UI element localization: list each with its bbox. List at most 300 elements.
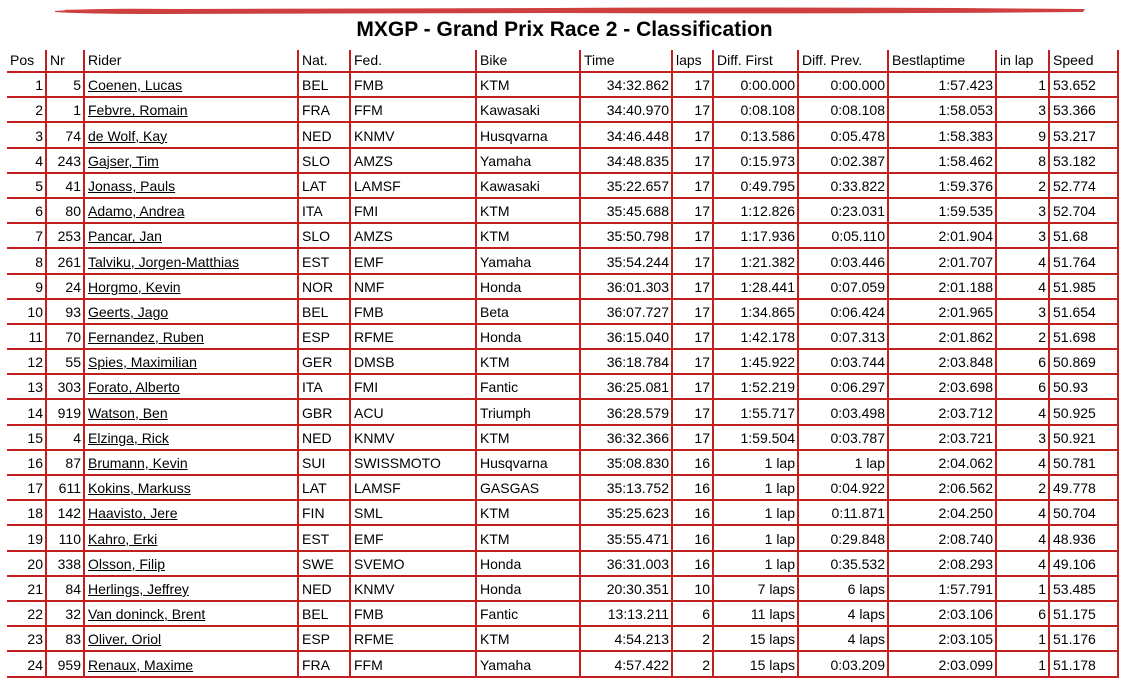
- cell-speed: 51.178: [1050, 652, 1119, 677]
- cell-bike: Yamaha: [477, 249, 581, 274]
- cell-fed: LAMSF: [351, 174, 477, 199]
- cell-rider: [85, 174, 299, 199]
- cell-fed: FMI: [351, 375, 477, 400]
- cell-bike: Yamaha: [477, 149, 581, 174]
- cell-bestlaptime: 2:03.105: [889, 627, 997, 652]
- cell-laps: 17: [673, 123, 714, 148]
- rider-link[interactable]: Haavisto, Jere: [88, 505, 178, 522]
- cell-time: 20:30.351: [581, 577, 673, 602]
- cell-diff-prev: 1 lap: [799, 451, 889, 476]
- rider-link[interactable]: Spies, Maximilian: [88, 354, 197, 371]
- cell-in-lap: 8: [997, 149, 1050, 174]
- cell-nr: 611: [47, 476, 85, 501]
- cell-bestlaptime: 1:58.462: [889, 149, 997, 174]
- table-row: [7, 501, 1119, 526]
- cell-in-lap: 4: [997, 249, 1050, 274]
- rider-link[interactable]: Elzinga, Rick: [88, 429, 169, 446]
- table-body: [7, 73, 1119, 678]
- rider-link[interactable]: Gajser, Tim: [88, 152, 159, 169]
- cell-nat: FIN: [299, 501, 351, 526]
- cell-diff-first: 1:55.717: [714, 400, 799, 425]
- cell-laps: 2: [673, 627, 714, 652]
- cell-laps: 16: [673, 552, 714, 577]
- cell-diff-prev: 0:03.744: [799, 350, 889, 375]
- cell-diff-prev: 0:03.209: [799, 652, 889, 677]
- rider-link[interactable]: de Wolf, Kay: [88, 127, 168, 144]
- rider-link[interactable]: Adamo, Andrea: [88, 203, 185, 220]
- cell-laps: 6: [673, 602, 714, 627]
- cell-bike: Honda: [477, 552, 581, 577]
- cell-diff-prev: 0:07.059: [799, 275, 889, 300]
- cell-in-lap: 9: [997, 123, 1050, 148]
- cell-time: 35:50.798: [581, 224, 673, 249]
- cell-nr: 261: [47, 249, 85, 274]
- cell-in-lap: 3: [997, 426, 1050, 451]
- cell-nr: 243: [47, 149, 85, 174]
- cell-nat: ESP: [299, 627, 351, 652]
- rider-link[interactable]: Jonass, Pauls: [88, 177, 176, 194]
- cell-pos: 18: [7, 501, 47, 526]
- cell-time: 35:25.623: [581, 501, 673, 526]
- cell-rider: [85, 652, 299, 677]
- cell-bestlaptime: 2:08.293: [889, 552, 997, 577]
- cell-fed: NMF: [351, 275, 477, 300]
- table-row: [7, 375, 1119, 400]
- cell-rider: [85, 627, 299, 652]
- cell-bike: Beta: [477, 300, 581, 325]
- cell-in-lap: 1: [997, 577, 1050, 602]
- cell-in-lap: 4: [997, 501, 1050, 526]
- cell-diff-first: 1:28.441: [714, 275, 799, 300]
- cell-fed: KNMV: [351, 123, 477, 148]
- cell-diff-prev: 0:23.031: [799, 199, 889, 224]
- cell-speed: 53.366: [1050, 98, 1119, 123]
- cell-time: 35:22.657: [581, 174, 673, 199]
- cell-speed: 53.217: [1050, 123, 1119, 148]
- cell-laps: 17: [673, 350, 714, 375]
- cell-speed: 51.764: [1050, 249, 1119, 274]
- table-row: [7, 275, 1119, 300]
- cell-bestlaptime: 2:03.106: [889, 602, 997, 627]
- cell-diff-first: 15 laps: [714, 627, 799, 652]
- cell-diff-first: 1:21.382: [714, 249, 799, 274]
- table-row: [7, 149, 1119, 174]
- cell-time: 35:55.471: [581, 526, 673, 551]
- cell-pos: 22: [7, 602, 47, 627]
- cell-fed: RFME: [351, 325, 477, 350]
- cell-laps: 17: [673, 375, 714, 400]
- cell-nat: EST: [299, 526, 351, 551]
- cell-nat: NOR: [299, 275, 351, 300]
- cell-nat: NED: [299, 426, 351, 451]
- cell-diff-prev: 0:03.787: [799, 426, 889, 451]
- cell-rider: [85, 300, 299, 325]
- cell-diff-prev: 4 laps: [799, 602, 889, 627]
- cell-rider: [85, 577, 299, 602]
- table-row: [7, 350, 1119, 375]
- cell-nat: SLO: [299, 149, 351, 174]
- cell-diff-first: 1:17.936: [714, 224, 799, 249]
- table-row: [7, 426, 1119, 451]
- cell-pos: 7: [7, 224, 47, 249]
- cell-rider: [85, 249, 299, 274]
- cell-in-lap: 6: [997, 602, 1050, 627]
- cell-time: 36:18.784: [581, 350, 673, 375]
- cell-nat: BEL: [299, 73, 351, 98]
- table-row: [7, 652, 1119, 677]
- cell-time: 36:15.040: [581, 325, 673, 350]
- cell-nr: 338: [47, 552, 85, 577]
- table-row: [7, 98, 1119, 123]
- rider-link[interactable]: Talviku, Jorgen-Matthias: [88, 253, 239, 270]
- rider-link[interactable]: Pancar, Jan: [88, 228, 162, 245]
- cell-bike: Yamaha: [477, 652, 581, 677]
- cell-bestlaptime: 2:01.862: [889, 325, 997, 350]
- cell-fed: AMZS: [351, 149, 477, 174]
- cell-fed: KNMV: [351, 577, 477, 602]
- cell-laps: 10: [673, 577, 714, 602]
- cell-rider: [85, 476, 299, 501]
- cell-bike: Husqvarna: [477, 451, 581, 476]
- cell-fed: DMSB: [351, 350, 477, 375]
- cell-pos: 12: [7, 350, 47, 375]
- cell-bestlaptime: 2:04.062: [889, 451, 997, 476]
- table-row: [7, 300, 1119, 325]
- table-row: [7, 174, 1119, 199]
- column-header-diff-prev: Diff. Prev.: [799, 50, 889, 73]
- cell-diff-first: 0:13.586: [714, 123, 799, 148]
- column-header-time: Time: [581, 50, 673, 73]
- cell-bestlaptime: 2:06.562: [889, 476, 997, 501]
- cell-rider: [85, 73, 299, 98]
- cell-nat: NED: [299, 577, 351, 602]
- cell-diff-first: 1:52.219: [714, 375, 799, 400]
- cell-in-lap: 4: [997, 552, 1050, 577]
- cell-time: 34:40.970: [581, 98, 673, 123]
- cell-rider: [85, 224, 299, 249]
- cell-diff-first: 1:45.922: [714, 350, 799, 375]
- cell-speed: 51.176: [1050, 627, 1119, 652]
- cell-laps: 17: [673, 325, 714, 350]
- cell-fed: FMI: [351, 199, 477, 224]
- cell-time: 35:45.688: [581, 199, 673, 224]
- cell-rider: [85, 325, 299, 350]
- cell-bestlaptime: 1:57.423: [889, 73, 997, 98]
- cell-fed: FMB: [351, 73, 477, 98]
- cell-bike: KTM: [477, 199, 581, 224]
- cell-pos: 4: [7, 149, 47, 174]
- cell-fed: FMB: [351, 602, 477, 627]
- cell-pos: 11: [7, 325, 47, 350]
- cell-nr: 959: [47, 652, 85, 677]
- cell-in-lap: 4: [997, 400, 1050, 425]
- cell-diff-first: 1 lap: [714, 476, 799, 501]
- cell-nr: 55: [47, 350, 85, 375]
- cell-bike: Kawasaki: [477, 174, 581, 199]
- cell-speed: 53.652: [1050, 73, 1119, 98]
- cell-nr: 24: [47, 275, 85, 300]
- cell-nr: 84: [47, 577, 85, 602]
- cell-speed: 49.106: [1050, 552, 1119, 577]
- cell-pos: 23: [7, 627, 47, 652]
- cell-diff-first: 1:59.504: [714, 426, 799, 451]
- column-header-speed: Speed: [1050, 50, 1119, 73]
- cell-speed: 50.869: [1050, 350, 1119, 375]
- cell-nr: 70: [47, 325, 85, 350]
- cell-fed: KNMV: [351, 426, 477, 451]
- cell-diff-first: 7 laps: [714, 577, 799, 602]
- cell-rider: [85, 199, 299, 224]
- cell-pos: 13: [7, 375, 47, 400]
- cell-time: 34:46.448: [581, 123, 673, 148]
- cell-nat: GBR: [299, 400, 351, 425]
- cell-nat: SLO: [299, 224, 351, 249]
- column-header-nr: Nr: [47, 50, 85, 73]
- cell-laps: 16: [673, 501, 714, 526]
- cell-laps: 17: [673, 73, 714, 98]
- cell-pos: 3: [7, 123, 47, 148]
- cell-pos: 20: [7, 552, 47, 577]
- cell-diff-first: 1 lap: [714, 552, 799, 577]
- rider-link[interactable]: Horgmo, Kevin: [88, 278, 181, 295]
- cell-nat: BEL: [299, 300, 351, 325]
- cell-bestlaptime: 2:08.740: [889, 526, 997, 551]
- cell-in-lap: 2: [997, 325, 1050, 350]
- cell-diff-prev: 0:03.446: [799, 249, 889, 274]
- cell-laps: 17: [673, 224, 714, 249]
- table-row: [7, 602, 1119, 627]
- table-row: [7, 224, 1119, 249]
- column-header-rider: Rider: [85, 50, 299, 73]
- cell-bestlaptime: 2:03.712: [889, 400, 997, 425]
- cell-bike: GASGAS: [477, 476, 581, 501]
- cell-bestlaptime: 1:59.376: [889, 174, 997, 199]
- cell-bike: KTM: [477, 426, 581, 451]
- cell-diff-first: 1 lap: [714, 526, 799, 551]
- cell-nat: LAT: [299, 476, 351, 501]
- table-row: [7, 400, 1119, 425]
- cell-time: 4:54.213: [581, 627, 673, 652]
- cell-nat: BEL: [299, 602, 351, 627]
- cell-bike: Honda: [477, 275, 581, 300]
- rider-link[interactable]: Febvre, Romain: [88, 102, 188, 119]
- cell-in-lap: 4: [997, 275, 1050, 300]
- cell-bike: Honda: [477, 325, 581, 350]
- cell-pos: 17: [7, 476, 47, 501]
- cell-bike: Honda: [477, 577, 581, 602]
- cell-in-lap: 2: [997, 174, 1050, 199]
- rider-link[interactable]: Forato, Alberto: [88, 379, 180, 396]
- cell-diff-first: 1:42.178: [714, 325, 799, 350]
- cell-time: 35:54.244: [581, 249, 673, 274]
- cell-time: 36:01.303: [581, 275, 673, 300]
- cell-speed: 49.778: [1050, 476, 1119, 501]
- cell-in-lap: 6: [997, 350, 1050, 375]
- rider-link[interactable]: Herlings, Jeffrey: [88, 580, 189, 597]
- cell-diff-prev: 0:02.387: [799, 149, 889, 174]
- cell-laps: 17: [673, 400, 714, 425]
- table-row: [7, 552, 1119, 577]
- cell-nat: FRA: [299, 652, 351, 677]
- classification-table: [7, 50, 1119, 678]
- page-title: MXGP - Grand Prix Race 2 - Classification: [356, 18, 773, 41]
- cell-in-lap: 3: [997, 300, 1050, 325]
- cell-diff-first: 11 laps: [714, 602, 799, 627]
- cell-speed: 51.68: [1050, 224, 1119, 249]
- cell-bike: KTM: [477, 350, 581, 375]
- cell-pos: 21: [7, 577, 47, 602]
- cell-diff-prev: 4 laps: [799, 627, 889, 652]
- cell-rider: [85, 400, 299, 425]
- rider-link[interactable]: Geerts, Jago: [88, 303, 169, 320]
- cell-bestlaptime: 2:03.698: [889, 375, 997, 400]
- cell-bike: KTM: [477, 526, 581, 551]
- cell-nr: 41: [47, 174, 85, 199]
- cell-diff-first: 0:00.000: [714, 73, 799, 98]
- cell-nr: 142: [47, 501, 85, 526]
- cell-bestlaptime: 2:03.721: [889, 426, 997, 451]
- cell-rider: [85, 426, 299, 451]
- cell-bestlaptime: 2:04.250: [889, 501, 997, 526]
- cell-nat: EST: [299, 249, 351, 274]
- table-row: [7, 325, 1119, 350]
- table-row: [7, 577, 1119, 602]
- cell-rider: [85, 451, 299, 476]
- cell-speed: 48.936: [1050, 526, 1119, 551]
- cell-fed: EMF: [351, 526, 477, 551]
- column-header-diff-first: Diff. First: [714, 50, 799, 73]
- rider-link[interactable]: Kokins, Markuss: [88, 480, 191, 497]
- cell-rider: [85, 275, 299, 300]
- cell-diff-first: 1:34.865: [714, 300, 799, 325]
- cell-fed: LAMSF: [351, 476, 477, 501]
- cell-laps: 16: [673, 526, 714, 551]
- cell-in-lap: 1: [997, 73, 1050, 98]
- cell-bike: KTM: [477, 627, 581, 652]
- cell-fed: FFM: [351, 652, 477, 677]
- cell-laps: 17: [673, 149, 714, 174]
- cell-rider: [85, 602, 299, 627]
- cell-nr: 110: [47, 526, 85, 551]
- cell-pos: 14: [7, 400, 47, 425]
- cell-fed: RFME: [351, 627, 477, 652]
- cell-diff-first: 15 laps: [714, 652, 799, 677]
- cell-time: 36:28.579: [581, 400, 673, 425]
- cell-time: 36:31.003: [581, 552, 673, 577]
- table-row: [7, 249, 1119, 274]
- table-row: [7, 73, 1119, 98]
- rider-link[interactable]: Olsson, Filip: [88, 555, 166, 572]
- cell-in-lap: 4: [997, 526, 1050, 551]
- cell-speed: 50.925: [1050, 400, 1119, 425]
- cell-diff-first: 0:08.108: [714, 98, 799, 123]
- cell-rider: [85, 350, 299, 375]
- cell-pos: 19: [7, 526, 47, 551]
- cell-in-lap: 3: [997, 224, 1050, 249]
- cell-rider: [85, 98, 299, 123]
- cell-laps: 16: [673, 476, 714, 501]
- brush-stroke-decoration: [55, 6, 1085, 15]
- cell-laps: 17: [673, 426, 714, 451]
- cell-diff-prev: 0:33.822: [799, 174, 889, 199]
- cell-nr: 303: [47, 375, 85, 400]
- cell-nat: FRA: [299, 98, 351, 123]
- cell-fed: SML: [351, 501, 477, 526]
- cell-time: 36:07.727: [581, 300, 673, 325]
- cell-time: 4:57.422: [581, 652, 673, 677]
- cell-pos: 8: [7, 249, 47, 274]
- cell-speed: 53.485: [1050, 577, 1119, 602]
- cell-laps: 16: [673, 451, 714, 476]
- cell-pos: 10: [7, 300, 47, 325]
- cell-bike: KTM: [477, 501, 581, 526]
- cell-time: 34:32.862: [581, 73, 673, 98]
- rider-link[interactable]: Fernandez, Ruben: [88, 329, 204, 346]
- rider-link[interactable]: Watson, Ben: [88, 404, 168, 421]
- cell-fed: SWISSMOTO: [351, 451, 477, 476]
- cell-nr: 253: [47, 224, 85, 249]
- cell-nat: LAT: [299, 174, 351, 199]
- cell-nr: 5: [47, 73, 85, 98]
- cell-bestlaptime: 2:01.965: [889, 300, 997, 325]
- cell-speed: 50.704: [1050, 501, 1119, 526]
- rider-link[interactable]: Brumann, Kevin: [88, 455, 188, 471]
- cell-nat: ITA: [299, 375, 351, 400]
- cell-bestlaptime: 2:01.707: [889, 249, 997, 274]
- rider-link[interactable]: Coenen, Lucas: [88, 77, 183, 94]
- cell-speed: 51.175: [1050, 602, 1119, 627]
- cell-pos: 5: [7, 174, 47, 199]
- table-row: [7, 476, 1119, 501]
- cell-nr: 87: [47, 451, 85, 476]
- header-row: [7, 50, 1119, 73]
- cell-diff-prev: 0:05.478: [799, 123, 889, 148]
- cell-laps: 17: [673, 275, 714, 300]
- cell-in-lap: 1: [997, 652, 1050, 677]
- cell-diff-prev: 0:35.532: [799, 552, 889, 577]
- cell-diff-prev: 0:29.848: [799, 526, 889, 551]
- rider-link[interactable]: Van doninck, Brent: [88, 606, 206, 623]
- cell-nat: SUI: [299, 451, 351, 476]
- cell-fed: FFM: [351, 98, 477, 123]
- cell-pos: 24: [7, 652, 47, 677]
- cell-pos: 15: [7, 426, 47, 451]
- cell-speed: 53.182: [1050, 149, 1119, 174]
- cell-pos: 6: [7, 199, 47, 224]
- cell-rider: [85, 123, 299, 148]
- cell-pos: 1: [7, 73, 47, 98]
- table-row: [7, 451, 1119, 476]
- rider-link[interactable]: Kahro, Erki: [88, 530, 158, 547]
- cell-rider: [85, 375, 299, 400]
- column-header-in-lap: in lap: [997, 50, 1050, 73]
- cell-nat: ESP: [299, 325, 351, 350]
- cell-bike: Fantic: [477, 602, 581, 627]
- cell-pos: 16: [7, 451, 47, 476]
- cell-speed: 50.93: [1050, 375, 1119, 400]
- cell-laps: 2: [673, 652, 714, 677]
- cell-diff-prev: 6 laps: [799, 577, 889, 602]
- cell-diff-prev: 0:08.108: [799, 98, 889, 123]
- cell-bestlaptime: 1:58.383: [889, 123, 997, 148]
- rider-link[interactable]: Oliver, Oriol: [88, 631, 162, 648]
- cell-nr: 93: [47, 300, 85, 325]
- table-row: [7, 123, 1119, 148]
- cell-bike: Fantic: [477, 375, 581, 400]
- column-header-fed: Fed.: [351, 50, 477, 73]
- rider-link[interactable]: Renaux, Maxime: [88, 656, 194, 673]
- cell-time: 13:13.211: [581, 602, 673, 627]
